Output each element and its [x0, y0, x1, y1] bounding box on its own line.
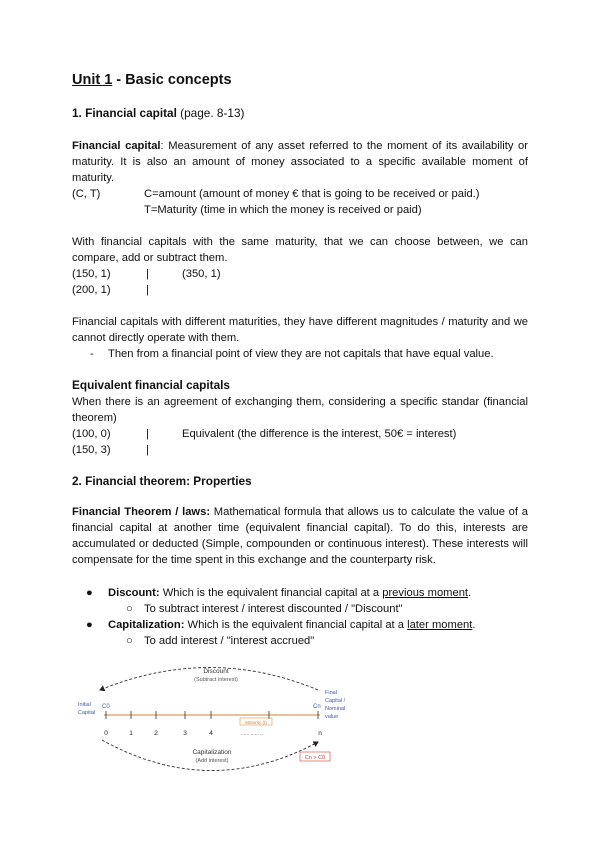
c-definition: C=amount (amount of money € that is going to be received or paid.): [144, 188, 480, 200]
equivalent-example-2-separator: |: [146, 444, 149, 456]
tick-label-n: n: [318, 730, 322, 737]
final-capital-line2: Capital /: [325, 698, 346, 704]
previous-moment: previous moment: [382, 587, 469, 599]
final-capital-line1: Final: [325, 690, 337, 696]
maturity-label: Maturity (t): [245, 720, 267, 725]
cn-gt-c0-label: Cn > C0: [304, 755, 326, 761]
tick-label-4: 4: [209, 730, 213, 737]
final-capital-line4: value: [325, 714, 339, 720]
dash-bullet: -: [90, 348, 94, 360]
definition-text: : Measurement of any asset referred to the moment of its availability or maturity. It is also an amount of money associated to a specific available moment of maturity.: [72, 140, 528, 184]
capitalization-sub: To add interest / "interest accrued": [144, 635, 315, 647]
capitalization-end: .: [472, 619, 476, 631]
equivalent-example-1-a: (100, 0): [72, 428, 111, 440]
bullet-text: Then from a financial point of view they are not capitals that have equal value.: [108, 348, 494, 360]
page-reference: (page. 8-13): [176, 106, 245, 120]
t-definition: T=Maturity (time in which the money is received or paid): [144, 204, 422, 216]
initial-capital-line2: Capital: [78, 710, 96, 716]
circle-bullet-icon: ○: [126, 603, 133, 615]
capitalization-text: Which is the equivalent financial capital at a: [184, 619, 408, 631]
title-rest: - Basic concepts: [112, 72, 232, 88]
discount-term: Discount:: [108, 587, 160, 599]
capitalization-label: Capitalization: [192, 749, 232, 756]
capitalization-sub-label: (Add interest): [195, 758, 229, 764]
theorem-text: Mathematical formula that allows us to calculate the value of a financial capital at another time (equivalent financial capital). To do this, interests are accumulated or deducted (Simple, compounden or continuous interest). These interests will compensate for the time spent in this exchange and the counterparty risk.: [72, 506, 528, 566]
tick-label-3: 3: [183, 730, 187, 737]
tick-label-0: 0: [104, 730, 108, 737]
example-1-separator: |: [146, 268, 149, 280]
final-capital-line3: Nominal: [325, 706, 346, 712]
discount-end: .: [468, 587, 472, 599]
later-moment: later moment: [407, 619, 473, 631]
equivalent-heading: Equivalent financial capitals: [72, 378, 230, 392]
capitalization-term: Capitalization:: [108, 619, 185, 631]
initial-capital-line1: Initial: [78, 702, 91, 708]
equivalent-example-1-b: Equivalent (the difference is the interest, 50€ = interest): [182, 428, 457, 440]
theorem-term: Financial Theorem / laws:: [72, 506, 211, 518]
definition-term: Financial capital: [72, 140, 161, 152]
discount-label: Discount: [203, 668, 229, 675]
equivalent-example-1-separator: |: [146, 428, 149, 440]
pair-notation: (C, T): [72, 188, 101, 200]
different-maturity-text: Financial capitals with different maturities, they have different magnitudes / maturity and we cannot directly operate with them.: [72, 316, 528, 344]
example-2-separator: |: [146, 284, 149, 296]
circle-bullet-icon: ○: [126, 635, 133, 647]
discount-sub-label: (Subtract interest): [194, 677, 238, 683]
equivalent-text: When there is an agreement of exchanging them, considering a specific standar (financial theorem): [72, 396, 528, 424]
same-maturity-text: With financial capitals with the same maturity, that we can choose between, we can compare, add or subtract them.: [72, 236, 528, 264]
example-1-a: (150, 1): [72, 268, 111, 280]
tick-label-2: 2: [154, 730, 158, 737]
dots-label: ...... ...... ..: [240, 731, 264, 737]
discount-text: Which is the equivalent financial capital at a: [159, 587, 383, 599]
discount-sub: To subtract interest / interest discounted / "Discount": [144, 603, 403, 615]
section-2-heading: 2. Financial theorem: Properties: [72, 474, 252, 488]
cn-label: Cn: [313, 704, 321, 710]
example-2-a: (200, 1): [72, 284, 111, 296]
unit-label: Unit 1: [72, 72, 113, 88]
c0-label: C0: [102, 704, 110, 710]
example-1-b: (350, 1): [182, 268, 221, 280]
section-1-title: 1. Financial capital: [72, 106, 177, 120]
bullet-dot-icon: ●: [86, 587, 93, 599]
tick-label-1: 1: [129, 730, 133, 737]
bullet-dot-icon: ●: [86, 619, 93, 631]
equivalent-example-2-a: (150, 3): [72, 444, 111, 456]
